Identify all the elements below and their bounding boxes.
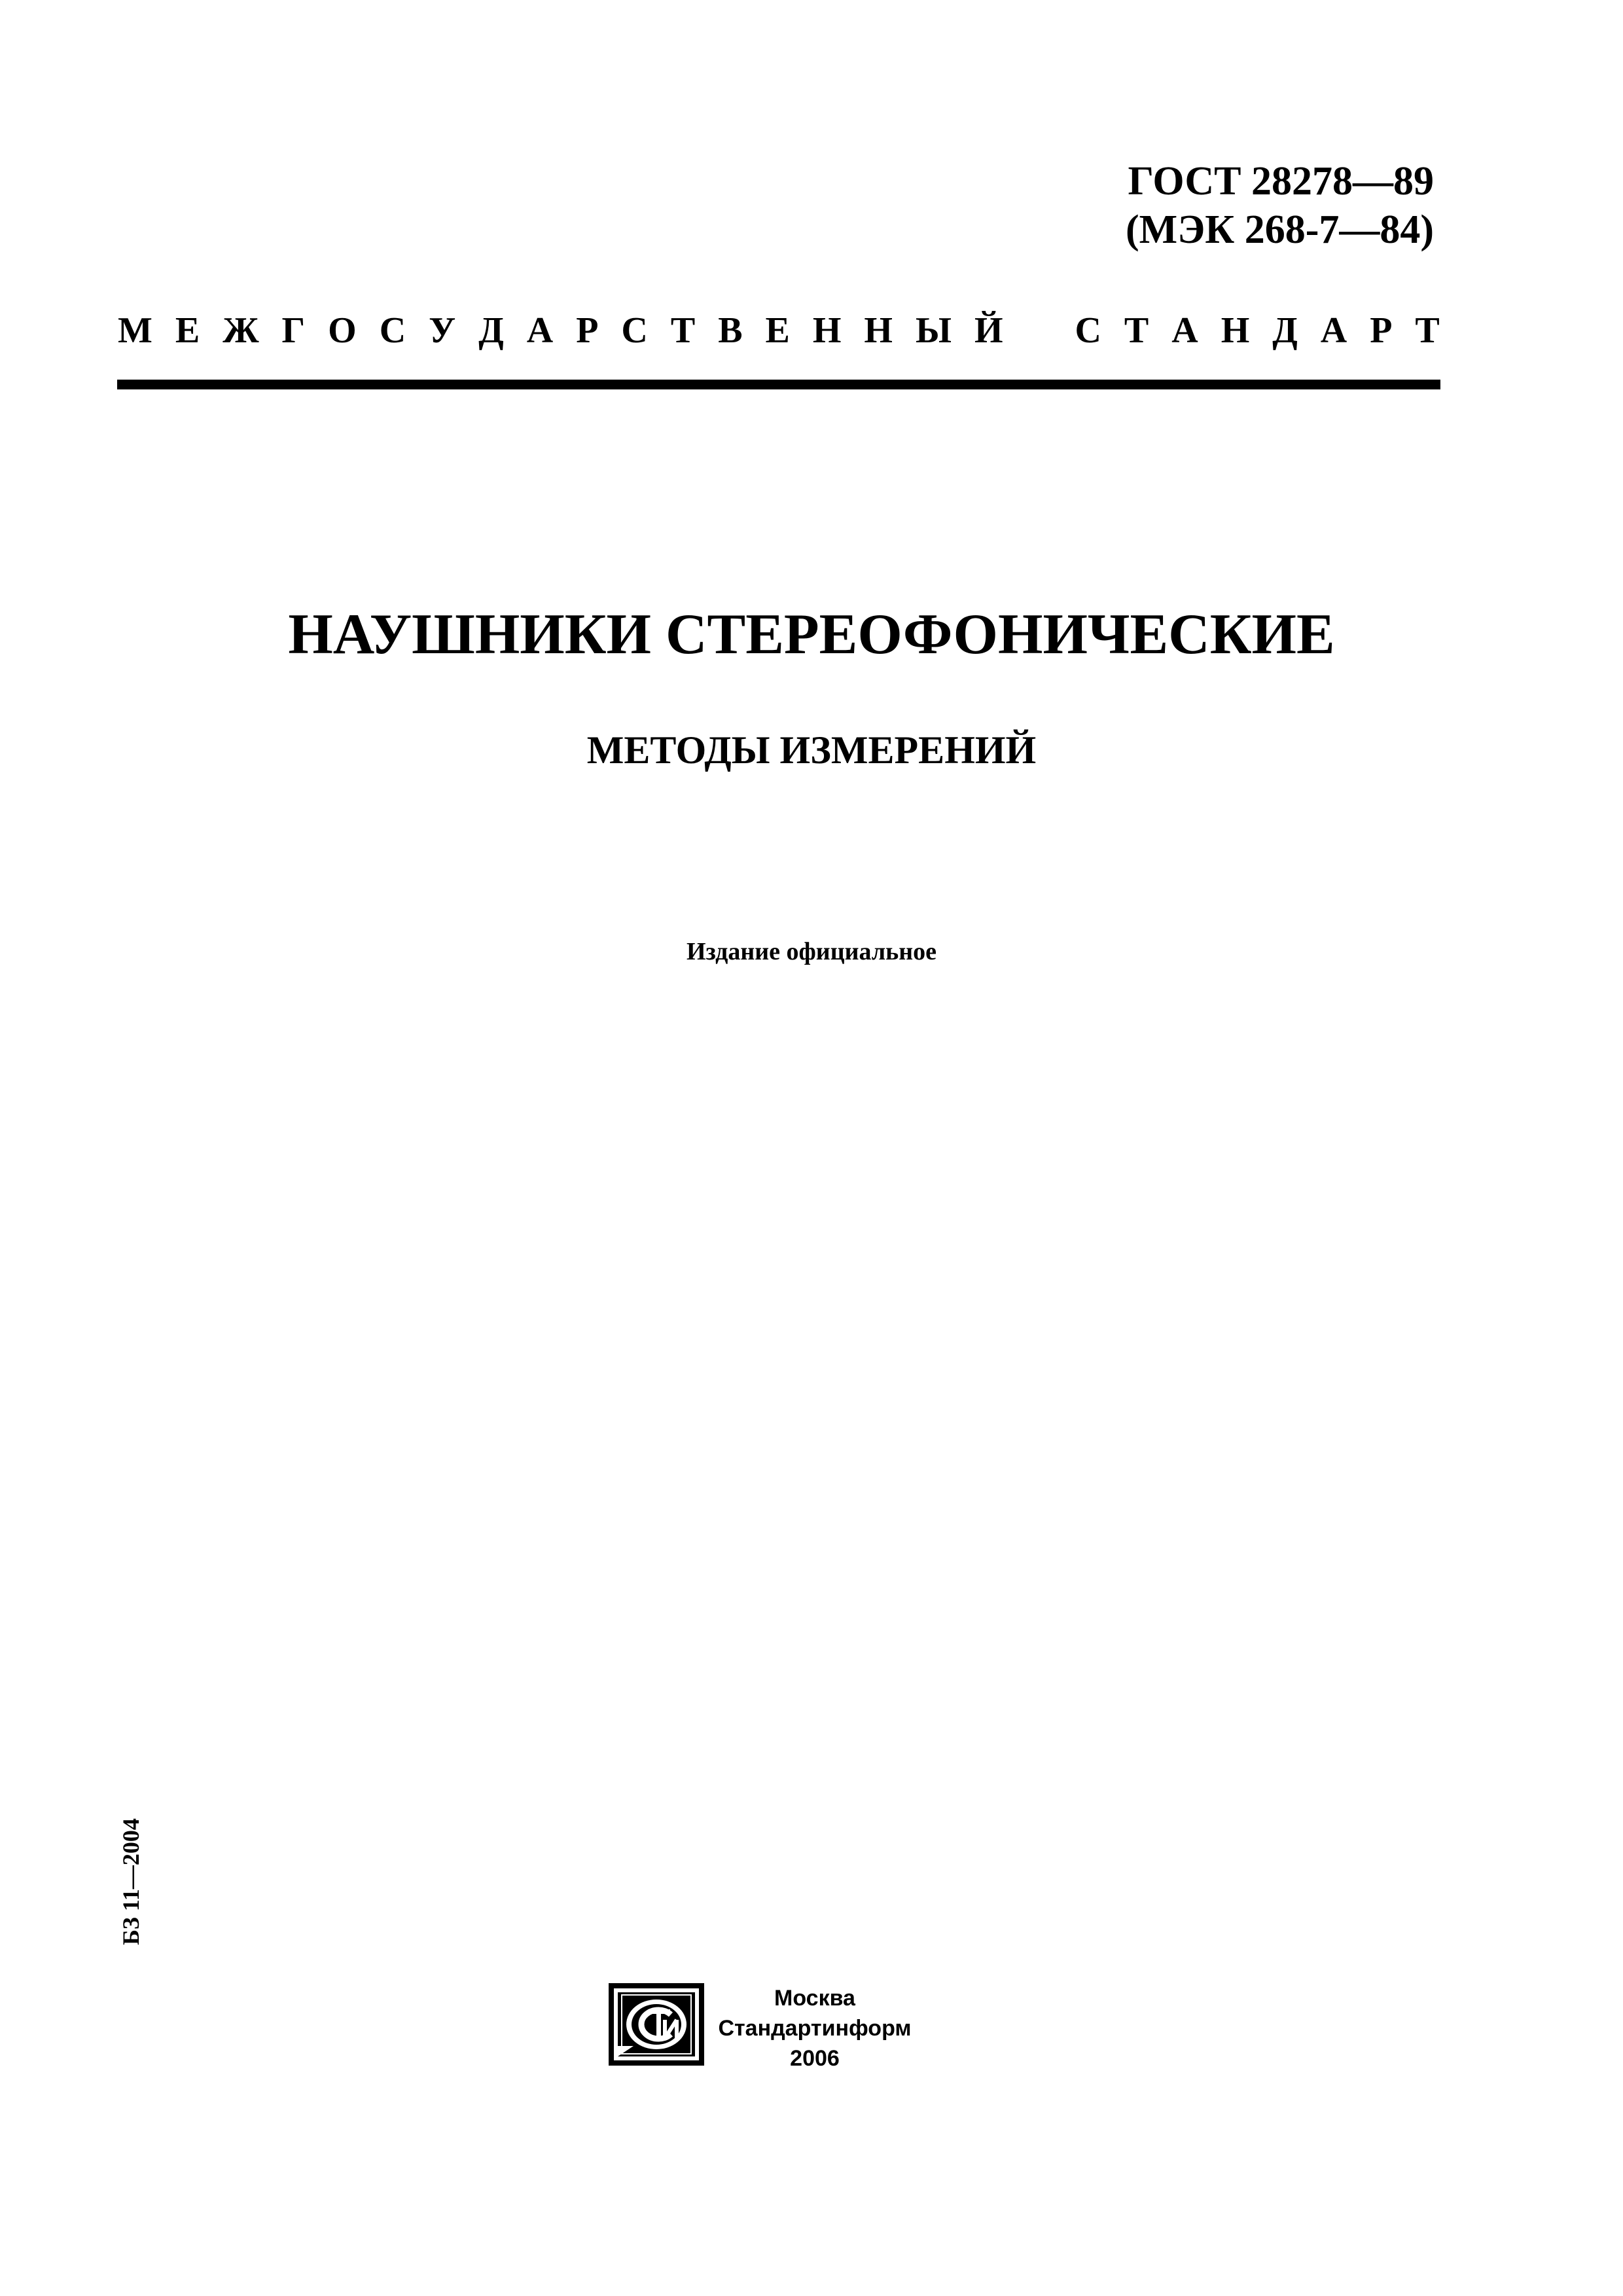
side-code-text: БЗ 11—2004 — [118, 1818, 144, 1945]
category-letter: Р — [1370, 310, 1393, 351]
document-title: НАУШНИКИ СТЕРЕОФОНИЧЕСКИЕ — [288, 603, 1335, 666]
category-letter: Й — [974, 310, 1003, 351]
category-letter: Т — [1124, 310, 1149, 351]
publisher-logo-icon — [607, 1982, 705, 2067]
category-letter: Е — [175, 310, 200, 351]
category-letter: А — [526, 310, 554, 351]
category-letter: Г — [281, 310, 306, 351]
category-letter: Т — [1415, 310, 1440, 351]
category-letter: Ы — [915, 310, 952, 351]
category-letter: О — [328, 310, 357, 351]
category-letter: Р — [576, 310, 599, 351]
header-rule — [117, 380, 1440, 389]
category-letter: Д — [1272, 310, 1298, 351]
category-letter: С — [621, 310, 648, 351]
category-letter: С — [1075, 310, 1101, 351]
category-letter: В — [718, 310, 743, 351]
category-letter: Н — [812, 310, 842, 351]
standard-category — [118, 308, 1440, 353]
gost-number: ГОСТ 28278—89 — [1128, 159, 1434, 204]
category-letter: Е — [765, 310, 790, 351]
category-letter: М — [118, 310, 152, 351]
category-letter: Н — [864, 310, 893, 351]
category-letter: С — [379, 310, 406, 351]
category-letter: А — [1171, 310, 1198, 351]
category-letter: Т — [670, 310, 696, 351]
publisher-year: 2006 — [790, 2046, 840, 2071]
category-letter: Ж — [223, 310, 259, 351]
category-letter: А — [1320, 310, 1347, 351]
side-code — [115, 1800, 147, 1964]
category-letter: Д — [478, 310, 504, 351]
document-subtitle: МЕТОДЫ ИЗМЕРЕНИЙ — [586, 728, 1037, 772]
category-letter: Н — [1221, 310, 1250, 351]
publisher-name: Стандартинформ — [718, 2016, 912, 2041]
iec-number: (МЭК 268-7—84) — [1126, 207, 1434, 252]
edition-note: Издание официальное — [686, 938, 936, 965]
category-word-gap — [1026, 308, 1052, 353]
publisher-block — [707, 1983, 923, 2073]
category-letter: У — [429, 310, 456, 351]
publisher-city: Москва — [774, 1986, 855, 2011]
standard-designation — [1126, 157, 1434, 254]
